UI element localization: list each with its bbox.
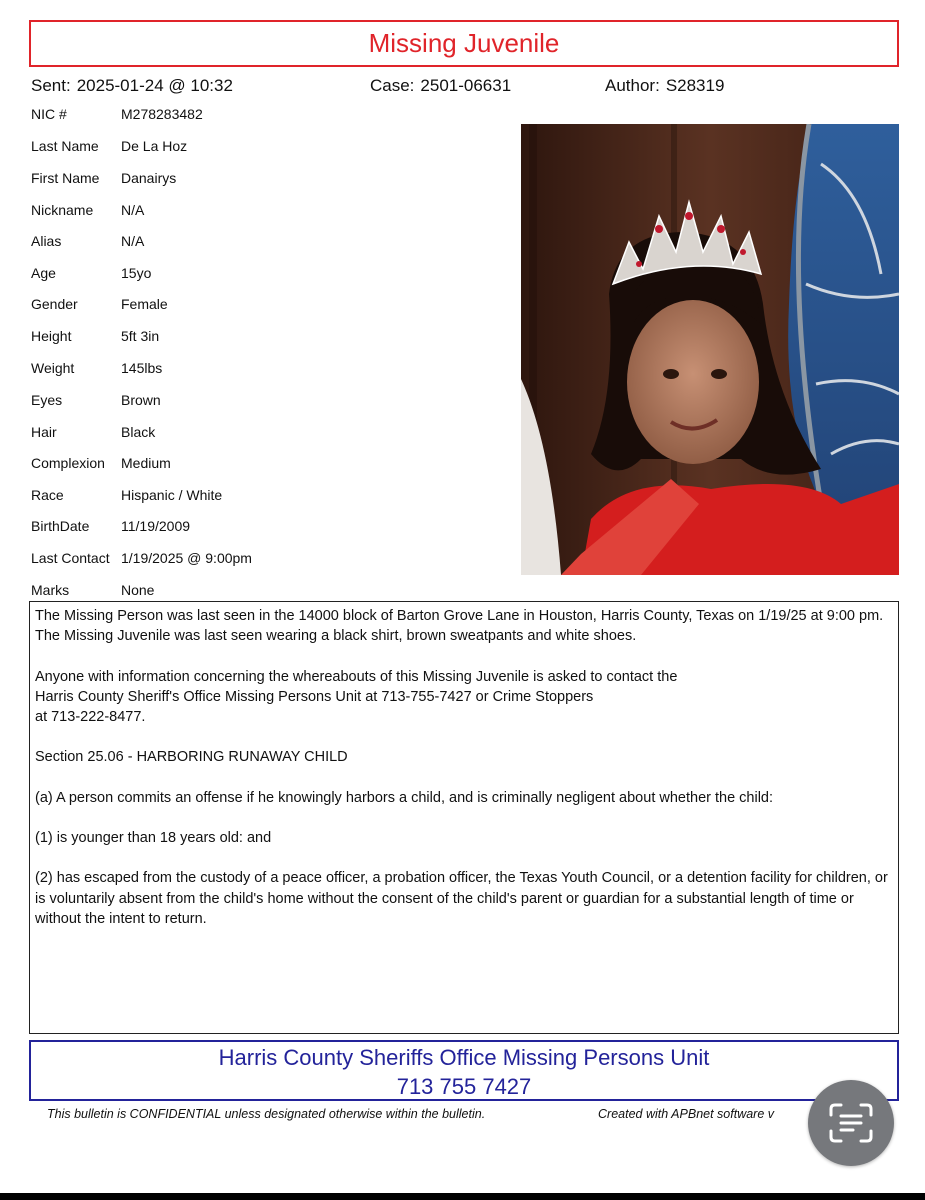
field-label: NIC #: [31, 106, 67, 122]
field-row: [31, 265, 151, 281]
field-row: [31, 392, 161, 408]
field-value: 1/19/2025 @ 9:00pm: [121, 550, 252, 566]
field-row: [31, 296, 168, 312]
field-value: None: [121, 582, 155, 598]
field-row: [31, 360, 162, 376]
field-label: Hair: [31, 424, 57, 440]
field-row: [31, 202, 144, 218]
contact-phone: 713 755 7427: [396, 1074, 532, 1099]
description-paragraph: Anyone with information concerning the whereabouts of this Missing Juvenile is asked to contact the Harris County Sheriff's Office Missing Persons Unit at 713-755-7427 or Crime Stoppers at 713-222-8477.: [35, 668, 678, 726]
description-paragraph: (1) is younger than 18 years old: and: [35, 830, 272, 847]
field-value: N/A: [121, 233, 145, 249]
field-row: [31, 138, 187, 154]
field-label: Nickname: [31, 202, 94, 218]
sent-label: Sent:: [31, 76, 71, 95]
bottom-edge-bar: [0, 1193, 925, 1200]
field-label: Marks: [31, 582, 70, 598]
sent-value: 2025-01-24 @ 10:32: [76, 76, 233, 95]
field-label: Last Name: [31, 138, 99, 154]
field-label: Height: [31, 328, 72, 344]
description-paragraph: (2) has escaped from the custody of a peace officer, a probation officer, the Texas Youth Council, or a detention facility for children, or is voluntarily absent from the child's home without the consent of the child's parent or guardian for a substantial length of time or without the intent to return.: [35, 870, 888, 927]
field-label: Weight: [31, 360, 75, 376]
field-value: Brown: [121, 392, 161, 408]
disclaimer-software: Created with APBnet software v: [598, 1107, 775, 1121]
field-value: 11/19/2009: [121, 518, 191, 534]
field-row: [31, 106, 203, 122]
field-row: [31, 424, 155, 440]
description-box: [29, 601, 899, 1034]
author-value: S28319: [665, 76, 725, 95]
field-label: Last Contact: [31, 550, 110, 566]
field-row: [31, 518, 190, 534]
field-value: Female: [121, 296, 168, 312]
contact-footer-box: [29, 1040, 899, 1101]
author-info: [605, 76, 724, 96]
case-info: [370, 76, 511, 96]
sent-info: [31, 76, 233, 96]
contact-unit: Harris County Sheriffs Office Missing Persons Unit: [218, 1045, 710, 1070]
field-row: [31, 550, 252, 566]
scan-text-icon: [829, 1103, 873, 1143]
field-value: Hispanic / White: [121, 487, 223, 503]
field-row: [31, 170, 176, 186]
field-label: Age: [31, 265, 56, 281]
field-row: [31, 582, 154, 598]
field-value: Danairys: [121, 170, 177, 186]
field-label: Complexion: [31, 455, 105, 471]
case-label: Case:: [370, 76, 415, 95]
description-paragraph: The Missing Person was last seen in the 14000 block of Barton Grove Lane in Houston, Harris County, Texas on 1/19/25 at 9:00 pm. The Missing Juvenile was last seen wearing a black shirt, brown sweatpants and white shoes.: [35, 608, 884, 645]
field-row: [31, 233, 144, 249]
field-value: 15yo: [121, 265, 152, 281]
author-label: Author:: [605, 76, 660, 95]
field-row: [31, 487, 222, 503]
field-value: Medium: [121, 455, 171, 471]
field-label: Gender: [31, 296, 78, 312]
field-label: Alias: [31, 233, 62, 249]
field-label: BirthDate: [31, 518, 90, 534]
field-label: Eyes: [31, 392, 63, 408]
title-box: [29, 20, 899, 67]
field-value: N/A: [121, 202, 145, 218]
field-value: 145lbs: [121, 360, 163, 376]
missing-person-photo: [521, 124, 899, 575]
field-value: Black: [121, 424, 156, 440]
meta-row: [31, 76, 895, 96]
disclaimer-confidential: This bulletin is CONFIDENTIAL unless designated otherwise within the bulletin.: [47, 1107, 486, 1121]
description-paragraph: Section 25.06 - HARBORING RUNAWAY CHILD: [35, 749, 348, 766]
scan-text-button[interactable]: [808, 1080, 894, 1166]
field-value: M278283482: [121, 106, 203, 122]
field-label: Race: [31, 487, 64, 503]
photo-illustration: [521, 124, 899, 575]
field-row: [31, 328, 159, 344]
description-paragraph: (a) A person commits an offense if he knowingly harbors a child, and is criminally negligent about whether the child:: [35, 789, 774, 806]
bulletin-title: Missing Juvenile: [368, 28, 560, 58]
case-value: 2501-06631: [420, 76, 512, 95]
field-value: De La Hoz: [121, 138, 188, 154]
field-label: First Name: [31, 170, 100, 186]
field-value: 5ft 3in: [121, 328, 160, 344]
field-row: [31, 455, 171, 471]
